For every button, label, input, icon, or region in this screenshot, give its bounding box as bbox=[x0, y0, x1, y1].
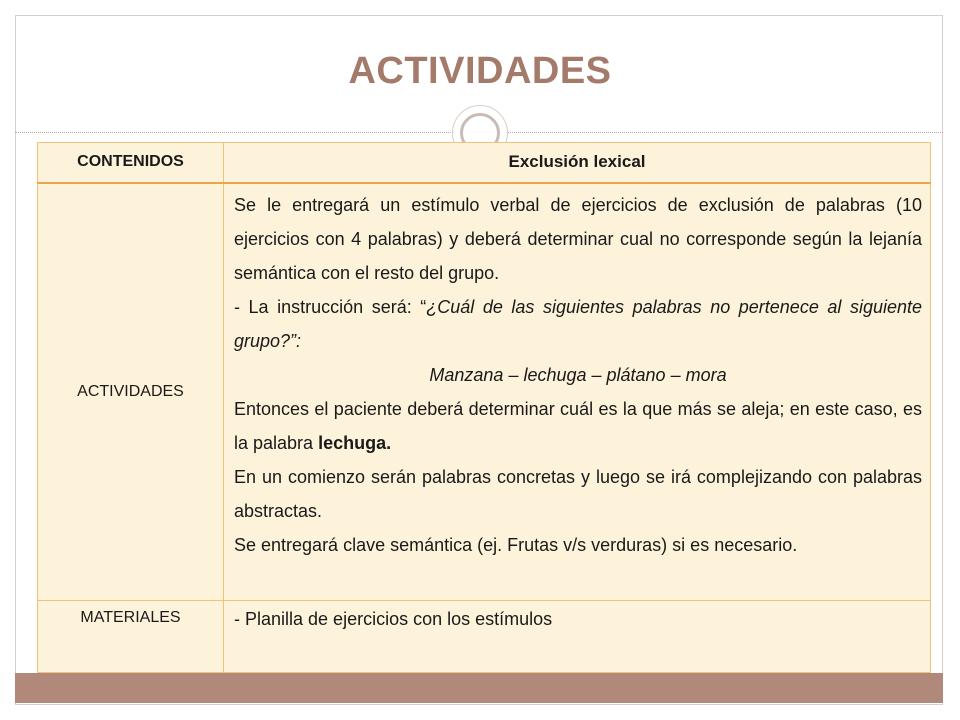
example-words: Manzana – lechuga – plátano – mora bbox=[429, 364, 727, 385]
contents-value: Exclusión lexical bbox=[224, 143, 931, 183]
activities-label: ACTIVIDADES bbox=[38, 183, 224, 601]
activities-paragraph-6: Se entregará clave semántica (ej. Frutas v/s verduras) si es necesario. bbox=[234, 534, 798, 555]
contents-label: CONTENIDOS bbox=[38, 143, 224, 183]
materials-row bbox=[38, 601, 931, 673]
activities-paragraph-5: En un comienzo serán palabras concretas y luego se irá complejizando con palabras abstractas. bbox=[234, 466, 922, 521]
activities-description bbox=[224, 183, 931, 601]
footer-bar bbox=[15, 673, 943, 703]
instruction-prefix: - La instrucción será: “ bbox=[234, 296, 427, 317]
materials-value: - Planilla de ejercicios con los estímulos bbox=[224, 601, 931, 673]
activities-example bbox=[234, 358, 922, 392]
content-table-container bbox=[37, 142, 931, 672]
activities-paragraph-4 bbox=[234, 392, 922, 460]
activities-row bbox=[38, 183, 931, 601]
activities-paragraph-2 bbox=[234, 290, 922, 358]
answer-explanation: Entonces el paciente deberá determinar cuál es la que más se aleja; en este caso, es la palabra bbox=[234, 398, 922, 453]
instruction-question: ¿Cuál de las siguientes palabras no pertenece al siguiente grupo?”: bbox=[234, 296, 922, 351]
content-table bbox=[37, 142, 931, 673]
slide-title: ACTIVIDADES bbox=[348, 50, 612, 92]
table-header-row bbox=[38, 143, 931, 183]
activities-paragraph-1: Se le entregará un estímulo verbal de ejercicios de exclusión de palabras (10 ejercicios con 4 palabras) y deberá determinar cual no corresponde según la lejanía semántica con el resto del grupo. bbox=[234, 194, 922, 283]
materials-label: MATERIALES bbox=[38, 601, 224, 673]
answer-word: lechuga. bbox=[318, 432, 392, 453]
